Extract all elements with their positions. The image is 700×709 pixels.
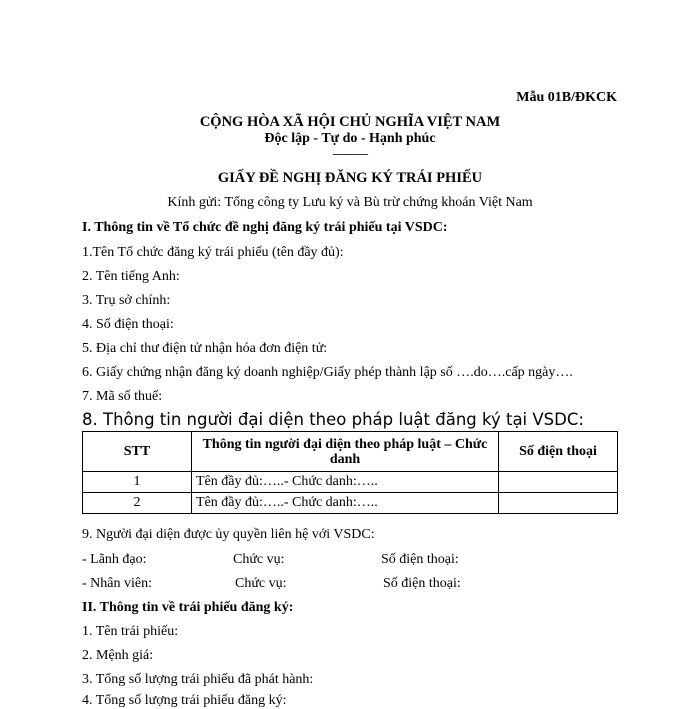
tax-code-line: 7. Mã số thuế:	[82, 389, 163, 404]
section2-heading: II. Thông tin về trái phiếu đăng ký:	[82, 600, 294, 615]
section1-heading: I. Thông tin về Tổ chức đề nghị đăng ký trái phiếu tại VSDC:	[82, 220, 448, 235]
legal-representative-heading: 8. Thông tin người đại diện theo pháp luật đăng ký tại VSDC:	[82, 410, 584, 429]
motto: Độc lập - Tự do - Hạnh phúc	[264, 131, 436, 146]
table-row	[83, 493, 618, 514]
table-header-representative: Thông tin người đại diện theo pháp luật – Chức danh	[192, 432, 499, 472]
contact-leader-position: Chức vụ:	[233, 552, 285, 567]
document-title: GIẤY ĐỀ NGHỊ ĐĂNG KÝ TRÁI PHIẾU	[217, 170, 483, 186]
bond-name-line: 1. Tên trái phiếu:	[82, 624, 179, 639]
table-row	[83, 472, 618, 493]
par-value-line: 2. Mệnh giá:	[82, 648, 154, 663]
table-cell-stt: 1	[83, 472, 192, 493]
table-cell-phone	[499, 493, 618, 514]
table-header-row	[83, 432, 618, 472]
issued-quantity-line: 3. Tổng số lượng trái phiếu đã phát hành:	[82, 672, 314, 687]
motto-divider: ---------------	[332, 149, 368, 160]
table-header-phone: Số điện thoại	[499, 432, 618, 472]
nation-header: CỘNG HÒA XÃ HỘI CHỦ NGHĨA VIỆT NAM	[199, 114, 501, 130]
contact-staff-phone: Số điện thoại:	[383, 576, 461, 591]
phone-line: 4. Số điện thoại:	[82, 317, 174, 332]
business-registration-line: 6. Giấy chứng nhận đăng ký doanh nghiệp/Giấy phép thành lập số ….do….cấp ngày….	[82, 365, 573, 380]
legal-representative-table	[82, 431, 618, 514]
contact-staff-role: - Nhân viên:	[82, 576, 152, 591]
table-cell-representative: Tên đầy đủ:…..- Chức danh:…..	[192, 472, 499, 493]
table-cell-representative: Tên đầy đủ:…..- Chức danh:…..	[192, 493, 499, 514]
table-cell-phone	[499, 472, 618, 493]
registered-quantity-line: 4. Tổng số lượng trái phiếu đăng ký:	[82, 693, 287, 708]
english-name-line: 2. Tên tiếng Anh:	[82, 269, 180, 284]
contact-leader-phone: Số điện thoại:	[381, 552, 459, 567]
table-cell-stt: 2	[83, 493, 192, 514]
einvoice-email-line: 5. Địa chỉ thư điện tử nhận hóa đơn điện tử:	[82, 341, 328, 356]
org-name-line: 1.Tên Tổ chức đăng ký trái phiếu (tên đầy đủ):	[82, 245, 344, 260]
head-office-line: 3. Trụ sở chính:	[82, 293, 171, 308]
table-header-stt: STT	[83, 432, 192, 472]
recipient-line: Kính gửi: Tổng công ty Lưu ký và Bù trừ chứng khoán Việt Nam	[167, 195, 533, 210]
contact-staff-position: Chức vụ:	[235, 576, 287, 591]
authorized-contact-line: 9. Người đại diện được ủy quyền liên hệ với VSDC:	[82, 527, 375, 542]
contact-leader-role: - Lãnh đạo:	[82, 552, 147, 567]
form-code: Mẫu 01B/ĐKCK	[516, 90, 617, 105]
